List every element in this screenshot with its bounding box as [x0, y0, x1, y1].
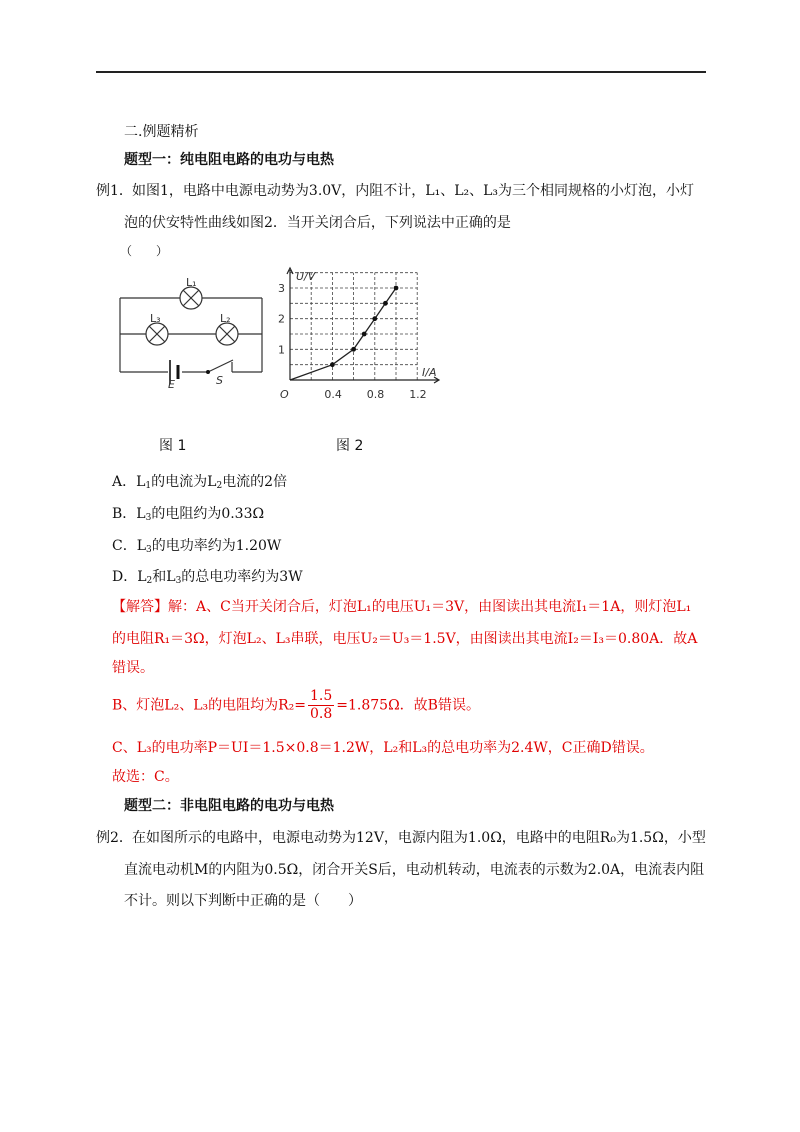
x-tick-label: 1.2: [409, 388, 427, 401]
solution-line2: 的电阻R₁＝3Ω，灯泡L₂、L₃串联，电压U₂＝U₃＝1.5V，由图读出其电流I₂＝I₃＝0.80A．故A: [112, 631, 698, 647]
solution-line1: 【解答】解：A、C当开关闭合后，灯泡L₁的电压U₁＝3V，由图读出其电流I₁＝1A，则灯泡L₁: [112, 599, 692, 615]
data-point: [372, 316, 377, 321]
data-point: [394, 286, 399, 291]
option-d: D．$L_2$和$L_3$的总电功率约为3W: [112, 569, 303, 586]
figure2-caption: 图 2: [336, 438, 364, 454]
option-b: B．$L_3$的电阻约为0.33Ω: [112, 506, 265, 523]
lamp-L1: [180, 287, 202, 309]
option-c: C．$L_3$的电功率约为1.20W: [112, 538, 282, 555]
type2-heading: 题型二：非电阻电路的电功与电热: [124, 798, 334, 814]
x-axis-label: I/A: [422, 366, 437, 379]
y-tick-label: 3: [278, 282, 285, 295]
label-L1: L₁: [186, 276, 197, 289]
x-tick-label: 0.4: [324, 388, 342, 401]
example1-label: 例1．: [96, 183, 133, 199]
iv-chart: [276, 264, 446, 404]
example2-line1: 在如图所示的电路中，电源电动势为12V，电源内阻为1.0Ω，电路中的电阻R₀为1.5Ω，小型: [132, 830, 706, 846]
y-tick-label: 2: [278, 312, 285, 326]
data-point: [351, 347, 356, 352]
switch-pivot: [206, 370, 210, 374]
example2-line3: 不计。则以下判断中正确的是（ ）: [124, 893, 362, 909]
y-axis-label: U/V: [296, 270, 316, 283]
option-a: A．$L_1$的电流为$L_2$电流的2倍: [112, 474, 288, 491]
data-point: [330, 362, 335, 367]
label-L2: L₂: [220, 312, 231, 325]
solution-c: C、L₃的电功率P＝UI＝1.5×0.8＝1.2W，L₂和L₃的总电功率为2.4W，C正确D错误。: [112, 740, 654, 756]
data-point: [383, 301, 388, 306]
example1-paren: （ ）: [120, 244, 169, 258]
solution-answer: 故选：C。: [112, 769, 179, 785]
y-tick-label: 1: [278, 343, 285, 357]
data-point: [362, 332, 367, 337]
label-S: S: [216, 374, 223, 387]
header-rule: [96, 71, 706, 73]
label-L3: L₃: [150, 312, 161, 325]
solution-b: B、灯泡L₂、L₃的电阻均为R₂= $\frac{1.5}{0.8}$ =1.875Ω．故B错误。: [112, 688, 480, 722]
solution-tag: 【解答】: [112, 599, 168, 615]
circuit-diagram: [112, 268, 272, 391]
section-title: 二.例题精析: [124, 124, 199, 140]
lamp-L3: [146, 323, 168, 345]
figure1-caption: 图 1: [159, 438, 187, 454]
x-tick-label: 0.8: [366, 388, 385, 401]
example1-line1: 如图1，电路中电源电动势为3.0V，内阻不计，L₁、L₂、L₃为三个相同规格的小灯泡，小灯: [132, 183, 695, 199]
label-E: E: [168, 378, 175, 391]
example2-label: 例2．: [96, 830, 133, 846]
lamp-L2: [216, 323, 238, 345]
solution-line3: 错误。: [112, 660, 154, 676]
fraction: $\frac{1.5}{0.8}$: [310, 688, 333, 722]
example1-line2: 泡的伏安特性曲线如图2．当开关闭合后，下列说法中正确的是: [124, 215, 511, 231]
type1-heading: 题型一：纯电阻电路的电功与电热: [124, 152, 334, 168]
origin-label: O: [280, 388, 289, 401]
example2-line2: 直流电动机M的内阻为0.5Ω，闭合开关S后，电动机转动，电流表的示数为2.0A，电流表内阻: [124, 862, 705, 878]
chart-axes: [287, 268, 439, 383]
